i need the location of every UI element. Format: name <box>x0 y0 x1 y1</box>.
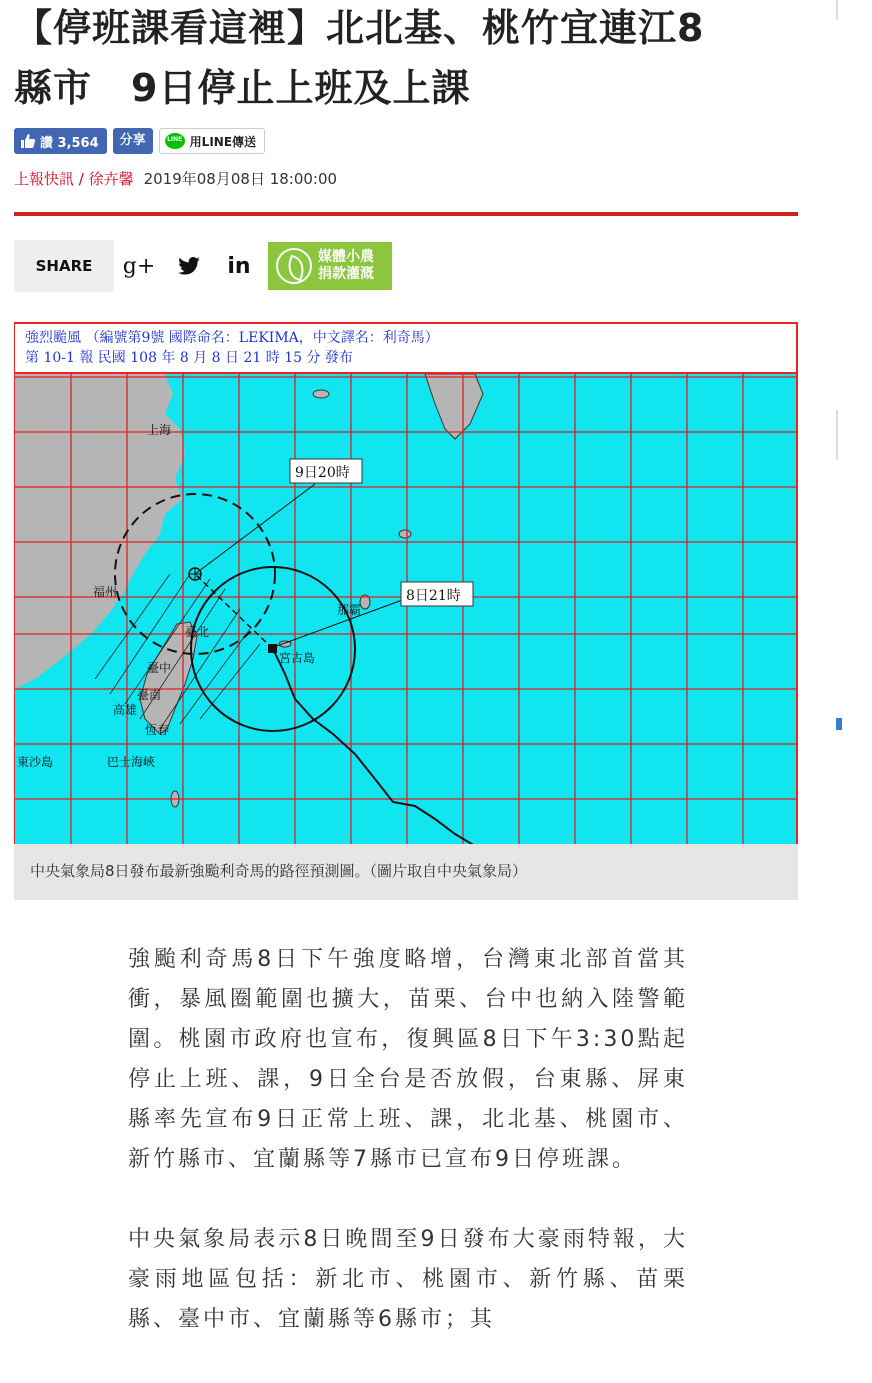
article-title <box>14 0 798 118</box>
byline <box>14 168 798 188</box>
place-tainan: 臺南 <box>137 688 162 702</box>
divider <box>14 212 798 216</box>
share-bar <box>14 240 798 292</box>
badge-line-1: 媒體小農 <box>318 249 374 265</box>
line-share-button[interactable] <box>159 128 265 154</box>
place-bashi: 巴士海峽 <box>107 755 156 769</box>
share-label: SHARE <box>14 240 114 292</box>
place-taichung: 臺中 <box>147 661 172 675</box>
line-logo-text: LINE <box>167 136 183 143</box>
islet-2 <box>399 530 411 538</box>
title-line-2: 縣市 9日停止上班及上課 <box>14 66 471 110</box>
current-time-label: 8日21時 <box>406 588 461 604</box>
thumbs-up-icon <box>20 133 36 149</box>
facebook-like-button[interactable] <box>14 128 107 154</box>
article <box>14 0 798 1380</box>
badge-line-2: 捐款灌溉 <box>318 266 374 282</box>
like-count: 讚 3,564 <box>40 135 99 151</box>
leaf-icon <box>276 248 312 284</box>
figure-caption: 中央氣象局8日發布最新強颱利奇馬的路徑預測圖。（圖片取自中央氣象局） <box>14 844 798 900</box>
twitter-icon[interactable] <box>164 240 214 292</box>
line-share-label: 用LINE傳送 <box>189 134 257 149</box>
map-header-line-2: 第 10-1 報 民國 108 年 8 月 8 日 21 時 15 分 發布 <box>25 350 353 366</box>
map-graphic <box>15 374 798 844</box>
place-kaohsiung: 高雄 <box>113 703 138 717</box>
map-header-line-1: 強烈颱風 （編號第9號 國際命名：LEKIMA，中文譯名：利奇馬） <box>25 330 439 346</box>
typhoon-track <box>273 649 475 844</box>
article-body <box>128 940 688 1340</box>
place-fuzhou: 福州 <box>93 585 118 599</box>
title-line-1: 【停班課看這裡】北北基、桃竹宜連江8 <box>14 6 705 50</box>
article-figure <box>14 322 798 900</box>
kyushu-island <box>425 374 483 439</box>
typhoon-center-marker <box>268 644 277 653</box>
author-link[interactable]: 上報快訊 / 徐卉馨 <box>14 169 134 188</box>
twitter-bird-icon <box>178 257 200 275</box>
map-label-current <box>401 582 473 606</box>
place-miyako: 宮古島 <box>279 651 316 665</box>
badge-text <box>318 249 374 283</box>
scroll-edge-mark <box>836 0 838 20</box>
typhoon-track-map[interactable] <box>14 322 798 844</box>
google-plus-icon[interactable]: g+ <box>122 253 156 279</box>
islet-1 <box>313 390 329 398</box>
map-label-forecast <box>290 459 362 483</box>
donation-badge[interactable] <box>268 242 392 290</box>
place-shanghai: 上海 <box>147 423 172 437</box>
paragraph-1: 強颱利奇馬8日下午強度略增，台灣東北部首當其衝，暴風圈範圍也擴大，苗栗、台中也納入陸警範圍。桃園市政府也宣布，復興區8日下午3:30點起停止上班、課，9日全台是否放假，台東縣、屏東縣率先宣布9日正常上班、課，北北基、桃園市、新竹縣市、宜蘭縣等7縣市已宣布9日停班課。 <box>128 947 688 1172</box>
place-taipei: 臺北 <box>185 625 210 639</box>
forecast-time-label: 9日20時 <box>295 465 350 481</box>
scroll-edge-mark <box>836 410 838 460</box>
place-naba: 那霸 <box>337 603 362 617</box>
mainland-china <box>15 374 185 689</box>
publish-date: 2019年08月08日 18:00:00 <box>143 169 338 188</box>
place-hengchun: 恆春 <box>145 723 170 737</box>
social-buttons <box>14 128 798 154</box>
linkedin-icon[interactable]: in <box>227 253 251 279</box>
side-widget-edge[interactable] <box>836 718 842 730</box>
place-dongsha: 東沙島 <box>17 755 54 769</box>
map-header <box>15 324 796 374</box>
line-icon <box>165 133 185 149</box>
facebook-share-button[interactable]: 分享 <box>113 128 153 154</box>
paragraph-2: 中央氣象局表示8日晚間至9日發布大豪雨特報，大豪雨地區包括：新北市、桃園市、新竹縣、苗栗縣、臺中市、宜蘭縣等6縣市；其 <box>128 1227 688 1332</box>
